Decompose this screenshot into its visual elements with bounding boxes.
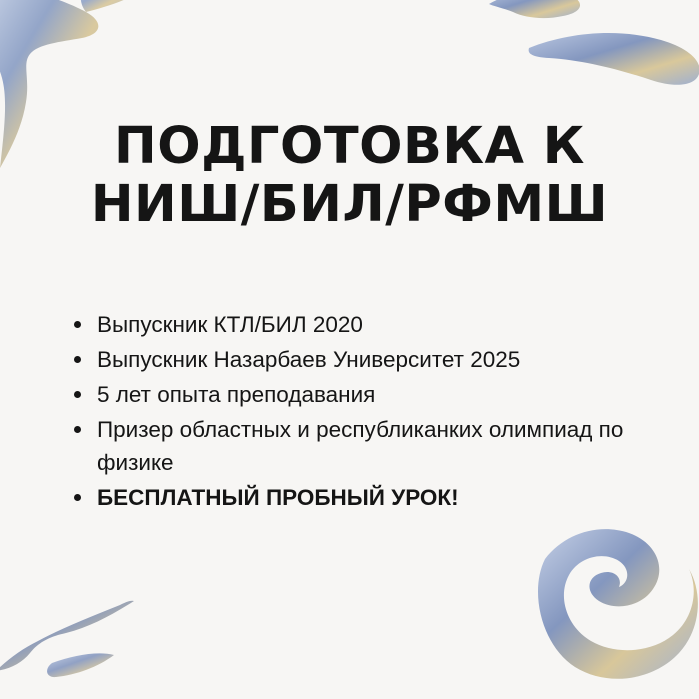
marble-brush-stroke-bottom-right-icon (507, 519, 699, 699)
title-line-1: ПОДГОТОВКА К (114, 117, 585, 176)
benefits-list (74, 308, 654, 516)
list-item (74, 378, 654, 411)
bullet-dot-icon (74, 356, 81, 363)
title-line-2: НИШ/БИЛ/РФМШ (90, 175, 609, 235)
bullet-dot-icon (74, 321, 81, 328)
bullet-dot-icon (74, 426, 81, 433)
list-item-label: Выпускник Назарбаев Университет 2025 (97, 347, 521, 373)
list-item (74, 308, 654, 341)
bullet-dot-icon (74, 494, 81, 501)
bullet-dot-icon (74, 391, 81, 398)
marble-brush-stroke-top-right-icon (489, 0, 699, 98)
list-item (74, 413, 654, 479)
list-item-label: Призер областных и республиканких олимпиад по физике (97, 417, 624, 476)
list-item-label: Выпускник КТЛ/БИЛ 2020 (97, 312, 363, 337)
list-item-label-highlight: БЕСПЛАТНЫЙ ПРОБНЫЙ УРОК! (97, 485, 459, 511)
list-item (74, 481, 654, 514)
marble-brush-stroke-bottom-left-icon (0, 593, 194, 699)
list-item-label: 5 лет опыта преподавания (97, 382, 376, 408)
list-item (74, 343, 654, 376)
poster-title (0, 118, 699, 234)
